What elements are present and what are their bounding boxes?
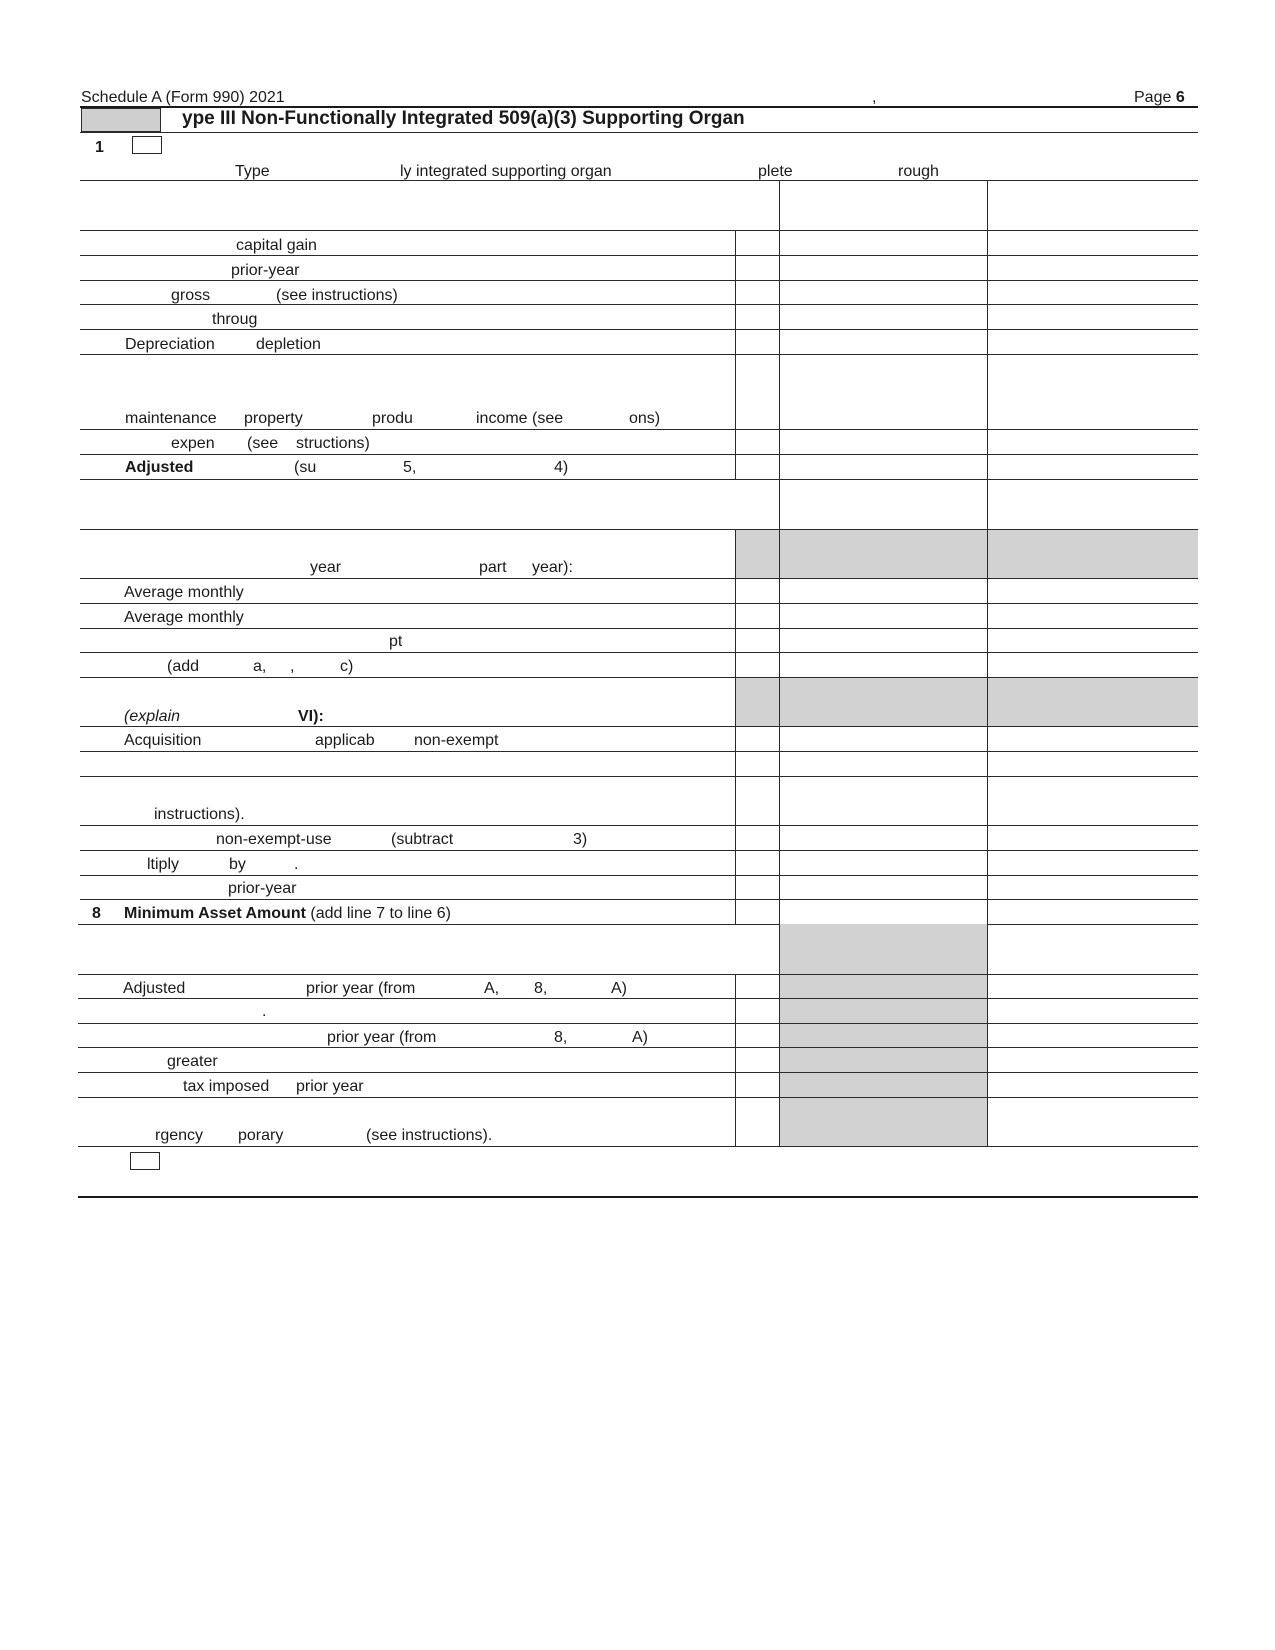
part-title-rule (80, 132, 1198, 133)
row-tax-imposed-prior: prior year (296, 1078, 364, 1095)
row-non-exempt: non-exempt (414, 732, 499, 749)
line-1-text-c: plete (758, 163, 793, 180)
row-property: property (244, 410, 303, 427)
row-pt: pt (389, 633, 403, 650)
line-8-detail: (add line 7 to line 6) (310, 905, 451, 922)
row-expen-structions: structions) (296, 435, 370, 452)
row-add-comma: , (290, 658, 295, 675)
row-add: (add (167, 658, 200, 675)
row-year-colon: year): (532, 559, 573, 576)
line-1-checkbox[interactable] (132, 136, 162, 154)
part-label-box (81, 108, 161, 132)
line-1-text-b: ly integrated supporting organ (400, 163, 612, 180)
page-number (1134, 90, 1185, 106)
row-produ: produ (372, 410, 413, 427)
row-expen: expen (171, 435, 215, 452)
page-label: Page (1134, 89, 1172, 106)
line-8-number: 8 (92, 905, 101, 922)
row-add-c: c) (340, 658, 354, 675)
row-expen-see: (see (247, 435, 279, 452)
row-ltiply-by: by (229, 856, 246, 873)
line-8-label (124, 906, 451, 922)
row-prior-year-b: prior-year (228, 880, 297, 897)
row-average-monthly-1: Average monthly (124, 584, 244, 601)
row-adjusted-b: Adjusted (123, 980, 186, 997)
row-tax-imposed: tax imposed (183, 1078, 270, 1095)
row-prior-year-from-8: 8, (554, 1029, 568, 1046)
row-adjusted-4: 4) (554, 459, 569, 476)
row-subtract-3: 3) (573, 831, 588, 848)
part-title: ype III Non-Functionally Integrated 509(a)(3) Supporting Organ (182, 108, 745, 129)
line-8-title: Minimum Asset Amount (124, 905, 306, 922)
row-gross-instructions: (see instructions) (276, 287, 398, 304)
row-ons: ons) (629, 410, 661, 427)
row-explain-vi: VI): (298, 708, 324, 725)
row-greater: greater (167, 1053, 218, 1070)
form-reference: Schedule A (Form 990) 2021 (81, 89, 285, 106)
row-adjusted-b-prior: prior year (from (306, 980, 416, 997)
row-average-monthly-2: Average monthly (124, 609, 244, 626)
row-adjusted: Adjusted (125, 459, 194, 476)
row-add-a: a, (253, 658, 267, 675)
row-income-see: income (see (476, 410, 564, 427)
row-capital-gain: capital gain (236, 237, 317, 254)
row-adjusted-5: 5, (403, 459, 417, 476)
row-throug: throug (212, 311, 258, 328)
row-maintenance: maintenance (125, 410, 217, 427)
shaded-cell-a1 (735, 530, 1198, 578)
shaded-cell-a2 (735, 677, 1198, 726)
row-depletion: depletion (256, 336, 321, 353)
row-instructions: instructions). (154, 806, 245, 823)
row-porary: porary (238, 1127, 284, 1144)
line-1-number: 1 (95, 139, 104, 156)
row-rgency: rgency (155, 1127, 204, 1144)
row-depreciation: Depreciation (125, 336, 215, 353)
row-dot-b: . (262, 1003, 267, 1020)
line-1-text-a: Type (235, 163, 270, 180)
row-ltiply-dot: . (294, 856, 299, 873)
row-see-instructions: (see instructions). (366, 1127, 493, 1144)
row-adjusted-b-a2: A) (611, 980, 627, 997)
shaded-column-b (779, 924, 987, 1146)
row-year: year (310, 559, 342, 576)
bottom-rule (78, 1196, 1198, 1198)
page-number-value: 6 (1175, 89, 1185, 106)
row-acquisition: Acquisition (124, 732, 202, 749)
row-prior-year-from-a: A) (632, 1029, 648, 1046)
row-non-exempt-use: non-exempt-use (216, 831, 332, 848)
row-applicab: applicab (315, 732, 375, 749)
row-subtract: (subtract (391, 831, 454, 848)
final-checkbox[interactable] (130, 1152, 160, 1170)
line-1-text-d: rough (898, 163, 939, 180)
row-prior-year-a: prior-year (231, 262, 300, 279)
row-gross: gross (171, 287, 211, 304)
row-part: part (479, 559, 507, 576)
row-ltiply: ltiply (147, 856, 180, 873)
row-adjusted-b-8: 8, (534, 980, 548, 997)
row-explain: (explain (124, 708, 181, 725)
row-adjusted-b-a: A, (484, 980, 500, 997)
header-mark: , (872, 89, 877, 106)
row-adjusted-su: (su (294, 459, 317, 476)
row-prior-year-from: prior year (from (327, 1029, 437, 1046)
